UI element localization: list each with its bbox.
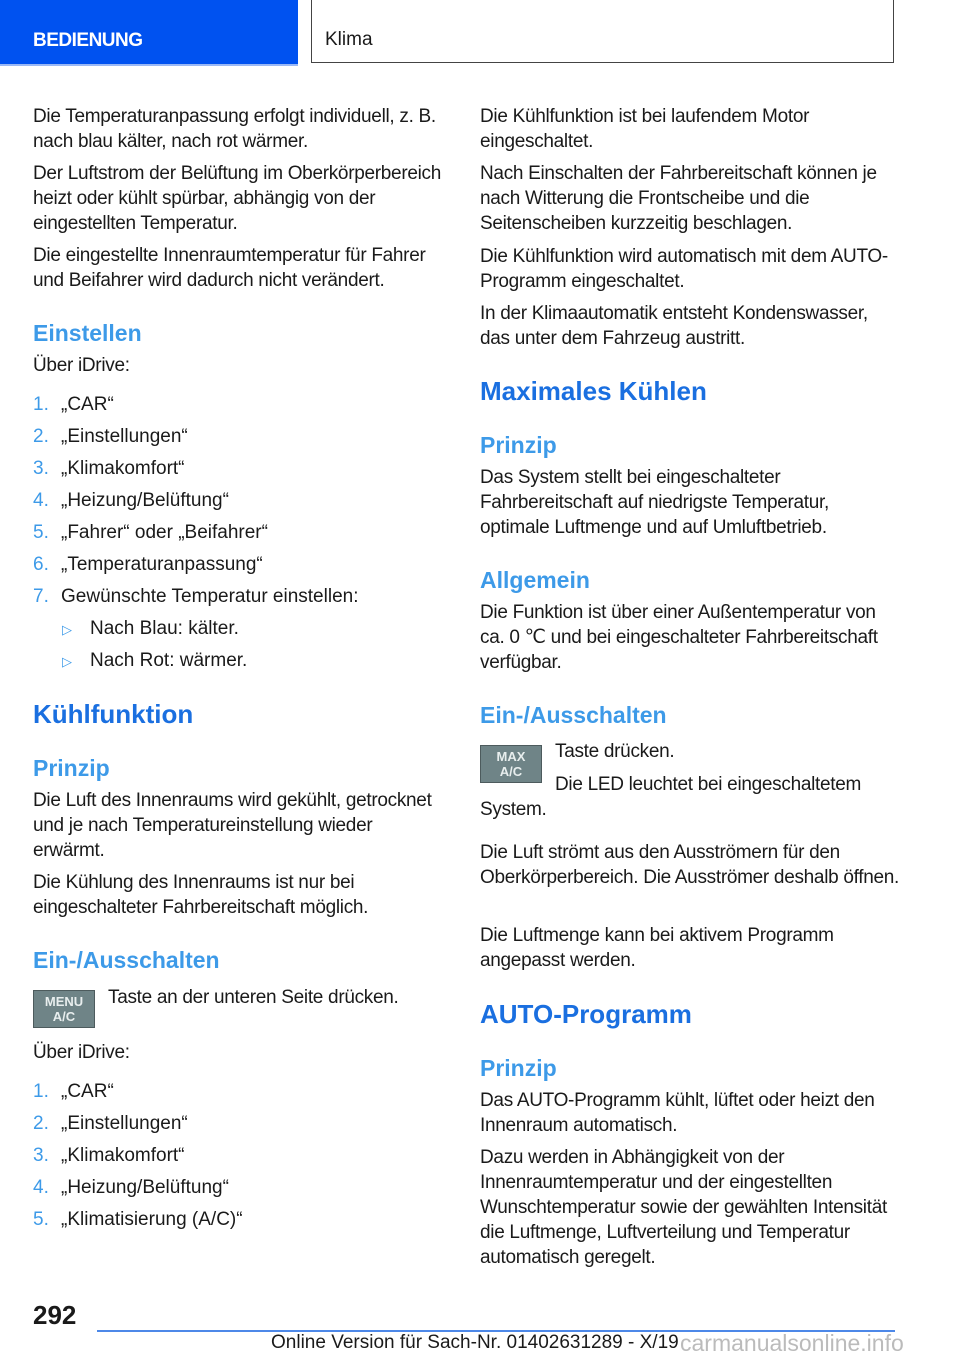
heading-prinzip: Prinzip — [480, 1055, 557, 1081]
chapter-title: Klima — [325, 29, 373, 50]
paragraph: Der Luftstrom der Belüftung im Oberkörperbereich heizt oder kühlt spürbar, abhängig von der eingestellten Temperatur. — [33, 163, 442, 234]
max-ac-button-icon — [480, 745, 542, 783]
idrive-label: Über iDrive: — [33, 1042, 130, 1063]
list-text: „Klimatisierung (A/C)“ — [61, 1209, 243, 1230]
button-instruction: Taste an der unteren Seite drücken. — [108, 987, 399, 1008]
list-item — [33, 1079, 114, 1104]
list-item — [33, 552, 263, 577]
paragraph: Die eingestellte Innenraumtemperatur für Fahrer und Beifahrer wird dadurch nicht verändert. — [33, 245, 426, 291]
list-item — [33, 424, 188, 449]
list-text: „CAR“ — [61, 1081, 114, 1102]
paragraph: Die Kühlung des Innenraums ist nur bei eingeschalteter Fahrbereitschaft möglich. — [33, 872, 369, 918]
list-item — [33, 456, 185, 481]
triangle-bullet-icon: ▷ — [62, 654, 72, 669]
sub-bullet — [62, 616, 239, 642]
list-number: 2. — [33, 426, 49, 447]
list-number: 2. — [33, 1113, 49, 1134]
list-text: „Temperaturanpassung“ — [61, 554, 263, 575]
list-number: 3. — [33, 1145, 49, 1166]
list-item — [33, 1111, 188, 1136]
page-number: 292 — [33, 1300, 77, 1330]
list-item — [33, 1175, 229, 1200]
paragraph: Die Kühlfunktion wird automatisch mit dem AUTO-Programm eingeschaltet. — [480, 246, 888, 292]
paragraph: Das System stellt bei eingeschalteter Fahrbereitschaft auf niedrigste Temperatur, optimale Luftmenge und auf Umluftbetrieb. — [480, 467, 830, 538]
list-text: „CAR“ — [61, 394, 114, 415]
list-number: 4. — [33, 1177, 49, 1198]
heading-kuehlfunktion: Kühlfunktion — [33, 699, 194, 729]
list-number: 3. — [33, 458, 49, 479]
list-number: 1. — [33, 1081, 49, 1102]
list-item — [33, 584, 358, 609]
led-note-cont: System. — [480, 799, 547, 820]
watermark: carmanualsonline.info — [680, 1330, 904, 1356]
list-number: 5. — [33, 1209, 49, 1230]
list-text: „Heizung/Belüftung“ — [61, 490, 229, 511]
heading-maximales-kuehlen: Maximales Kühlen — [480, 376, 707, 406]
list-number: 6. — [33, 554, 49, 575]
list-number: 1. — [33, 394, 49, 415]
paragraph: Nach Einschalten der Fahrbereitschaft können je nach Witterung die Frontscheibe und die Seitenscheiben kurzzeitig beschlagen. — [480, 163, 877, 234]
list-text: „Fahrer“ oder „Beifahrer“ — [61, 522, 268, 543]
chapter-header — [311, 0, 894, 63]
sub-bullet — [62, 648, 247, 674]
list-text: „Einstellungen“ — [61, 1113, 188, 1134]
list-item — [33, 1207, 243, 1232]
footer-text: Online Version für Sach-Nr. 01402631289 - X/19 — [271, 1332, 679, 1353]
heading-prinzip: Prinzip — [480, 432, 557, 458]
heading-auto-programm: AUTO-Programm — [480, 999, 692, 1029]
paragraph: Die Funktion ist über einer Außentemperatur von ca. 0 ℃ und bei eingeschalteter Fahrbereitschaft verfügbar. — [480, 602, 878, 673]
list-text: „Einstellungen“ — [61, 426, 188, 447]
button-instruction: Taste drücken. — [555, 741, 675, 762]
section-tab — [0, 0, 298, 66]
idrive-label: Über iDrive: — [33, 355, 130, 376]
list-number: 5. — [33, 522, 49, 543]
list-number: 7. — [33, 586, 49, 607]
list-item — [33, 520, 268, 545]
paragraph: In der Klimaautomatik entsteht Kondenswasser, das unter dem Fahrzeug austritt. — [480, 303, 868, 349]
list-item — [33, 488, 229, 513]
list-number: 4. — [33, 490, 49, 511]
paragraph: Die Luft des Innenraums wird gekühlt, getrocknet und je nach Temperatureinstellung wieder erwärmt. — [33, 790, 432, 861]
triangle-bullet-icon: ▷ — [62, 622, 72, 637]
paragraph: Das AUTO-Programm kühlt, lüftet oder heizt den Innenraum automatisch. — [480, 1090, 875, 1136]
heading-ein-ausschalten: Ein-/Ausschalten — [33, 947, 220, 973]
btn-line: A/C — [499, 764, 523, 779]
heading-allgemein: Allgemein — [480, 567, 590, 593]
paragraph: Die Luft strömt aus den Ausströmern für den Oberkörperbereich. Die Ausströmer deshalb öffnen. — [480, 842, 900, 888]
paragraph: Dazu werden in Abhängigkeit von der Innenraumtemperatur und der eingestellten Wunschtemperatur sowie der gewählten Intensität die Luftmenge, Luftverteilung und Temperatur automatisch geregelt. — [480, 1147, 887, 1268]
btn-line: MAX — [496, 749, 526, 764]
list-text: „Klimakomfort“ — [61, 1145, 185, 1166]
list-text: „Klimakomfort“ — [61, 458, 185, 479]
section-label: BEDIENUNG — [33, 30, 143, 51]
heading-einstellen: Einstellen — [33, 320, 142, 346]
heading-ein-ausschalten: Ein-/Ausschalten — [480, 702, 667, 728]
heading-prinzip: Prinzip — [33, 755, 110, 781]
paragraph: Die Luftmenge kann bei aktivem Programm angepasst werden. — [480, 925, 834, 971]
list-text: „Heizung/Belüftung“ — [61, 1177, 229, 1198]
list-text: Gewünschte Temperatur einstellen: — [61, 586, 359, 607]
list-item — [33, 392, 114, 417]
paragraph: Die Kühlfunktion ist bei laufendem Motor eingeschaltet. — [480, 106, 810, 152]
menu-ac-button-icon — [33, 990, 95, 1028]
sub-bullet-text: Nach Rot: wärmer. — [90, 650, 248, 671]
sub-bullet-text: Nach Blau: kälter. — [90, 618, 239, 639]
btn-line: MENU — [44, 994, 84, 1009]
btn-line: A/C — [52, 1009, 76, 1024]
list-item — [33, 1143, 185, 1168]
led-note: Die LED leuchtet bei eingeschaltetem — [555, 774, 862, 795]
paragraph: Die Temperaturanpassung erfolgt individuell, z. B. nach blau kälter, nach rot wärmer. — [33, 106, 436, 152]
